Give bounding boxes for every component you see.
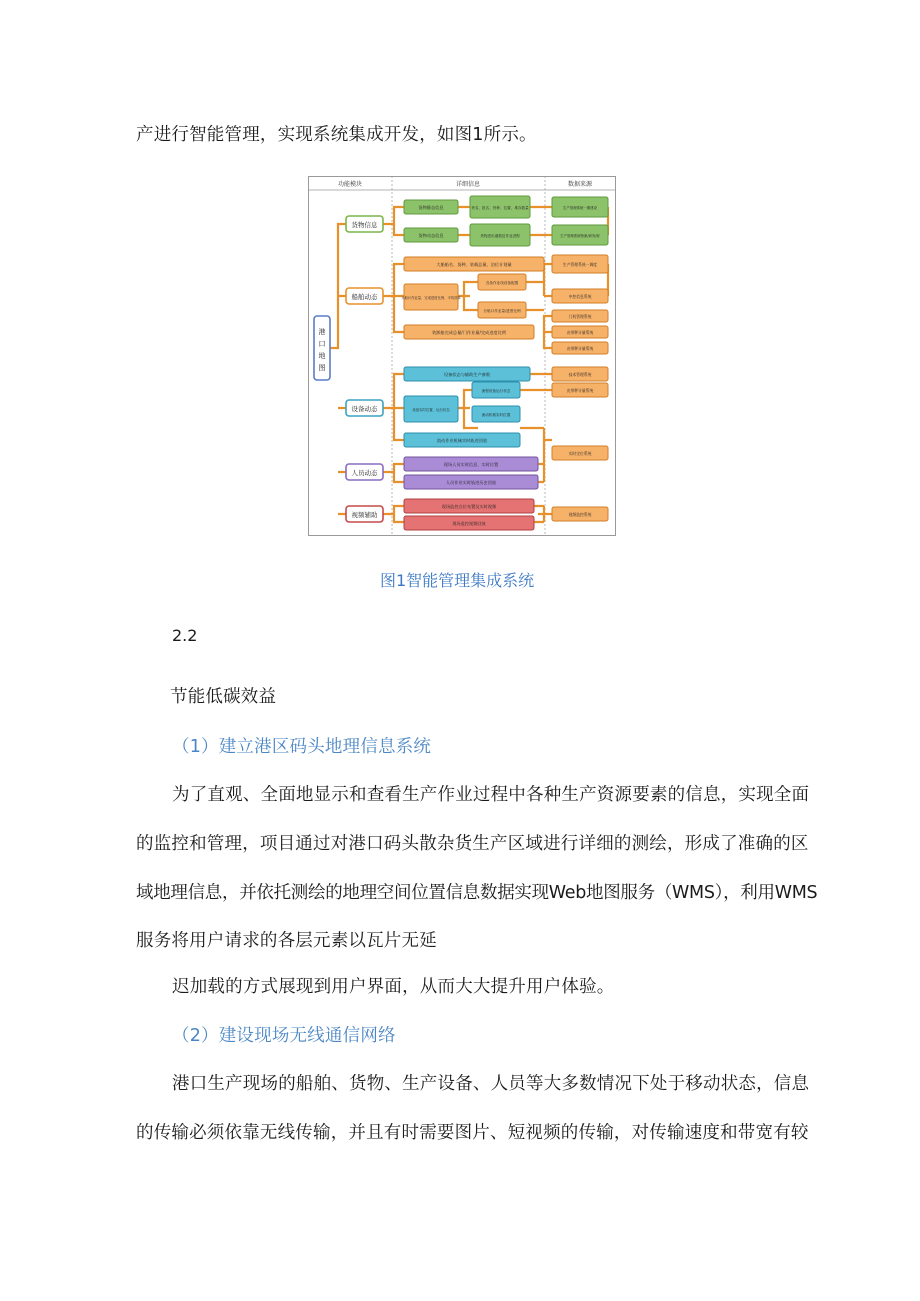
source-6: 皮带秤计量系统	[566, 330, 594, 335]
root-label: 港口地图	[318, 328, 326, 372]
detail-ship-progress: 大船计作业量、完成进度比例、平均效率	[401, 296, 461, 300]
paragraph-2: 迟加载的方式展现到用户界面，从而大大提升用户体验。	[172, 977, 615, 997]
paragraph-1-line-1: 为了直观、全面地显示和查看生产作业过程中各种生产资源要素的信息，实现全面	[172, 785, 810, 805]
detail-cargo-dynamic-items: 货物进出港数及作业进程	[480, 234, 520, 238]
header-details: 详细信息	[455, 181, 481, 188]
detail-cargo-static: 货物静态信息	[418, 205, 444, 210]
paragraph-1-line-4: 服务将用户请求的各层元素以瓦片无延	[136, 931, 437, 951]
detail-person-realtime: 现场人员实时信息、实时位置	[443, 462, 499, 467]
paragraph-3-line-2: 的传输必须依靠无线传输，并且有时需要图片、短视频的传输，对传输速度和带宽有较	[136, 1123, 809, 1143]
detail-equip-position: 设备实时位置、运行状态	[412, 408, 450, 412]
detail-cargo-dynamic: 货物动态信息	[418, 233, 444, 238]
paragraph-3-line-1: 港口生产现场的船舶、货物、生产设备、人员等大多数情况下处于移动状态，信息	[172, 1074, 810, 1094]
detail-ship-hatch: 分船口作业量/进度比例	[483, 309, 521, 313]
detail-ship-plan: 大船船名、货种、装载总量、泊位计划量	[436, 262, 512, 267]
source-2: 生产管理系统物流/商务/财	[560, 234, 600, 238]
source-4: 中控信息系统	[568, 294, 592, 299]
detail-video-playback: 现场监控视频回放	[452, 521, 486, 526]
module-personnel: 人员动态	[351, 469, 378, 477]
subsection-1-title: （1）建立港区码头地理信息系统	[172, 737, 432, 757]
detail-video-live: 现场监控点位布置及实时视频	[441, 504, 497, 509]
detail-person-track: 人员作业实时轨迹历史回放	[445, 480, 497, 485]
detail-equip-flow: 流程设备运行状态	[481, 389, 511, 393]
figure-caption: 图1智能管理集成系统	[380, 571, 535, 590]
source-10: 实时定位系统	[568, 451, 592, 456]
paragraph-1-line-2: 的监控和管理，项目通过对港口码头散杂货生产区域进行详细的测绘，形成了准确的区	[136, 834, 809, 854]
module-video: 视频辅助	[351, 511, 378, 519]
header-sources: 数据来源	[567, 181, 593, 188]
detail-ship-lines: 各条作业线设备配置	[485, 281, 519, 285]
intro-line: 产进行智能管理，实现系统集成开发，如图1所示。	[136, 125, 537, 145]
detail-equip-mobile: 流动机械实时位置	[481, 413, 511, 417]
module-cargo: 货物信息	[351, 221, 378, 229]
source-11: 视频监控系统	[568, 512, 592, 517]
source-7: 皮带秤计量系统	[566, 346, 594, 351]
header-modules: 功能模块	[337, 181, 363, 188]
detail-ship-total: 装卸船完成总量/门作业量/完成进度比例	[431, 330, 507, 335]
detail-equip-track: 流动作业机械实时轨迹回放	[436, 438, 488, 443]
module-equipment: 设备动态	[351, 405, 378, 413]
source-9: 皮带秤计量系统	[566, 388, 594, 393]
source-1: 生产管理系统一期建设	[563, 206, 597, 210]
integration-system-diagram	[308, 176, 616, 536]
detail-equip-state: 设备状态与辅助生产参数	[443, 372, 491, 377]
module-ship: 船舶动态	[351, 293, 378, 301]
subsection-2-title: （2）建设现场无线通信网络	[172, 1026, 396, 1046]
source-8: 技术管理系统	[568, 372, 592, 377]
source-3: 生产管理系统一调度	[562, 262, 598, 267]
paragraph-1-line-3: 域地理信息，并依托测绘的地理空间位置信息数据实现Web地图服务（WMS），利用WMS	[136, 883, 818, 903]
section-title: 节能低碳效益	[170, 687, 277, 707]
source-5: 门机管理系统	[568, 314, 592, 319]
section-number: 2.2	[172, 626, 198, 645]
detail-cargo-static-items: 货名、批名、货种、位置、堆存数量	[471, 206, 529, 210]
